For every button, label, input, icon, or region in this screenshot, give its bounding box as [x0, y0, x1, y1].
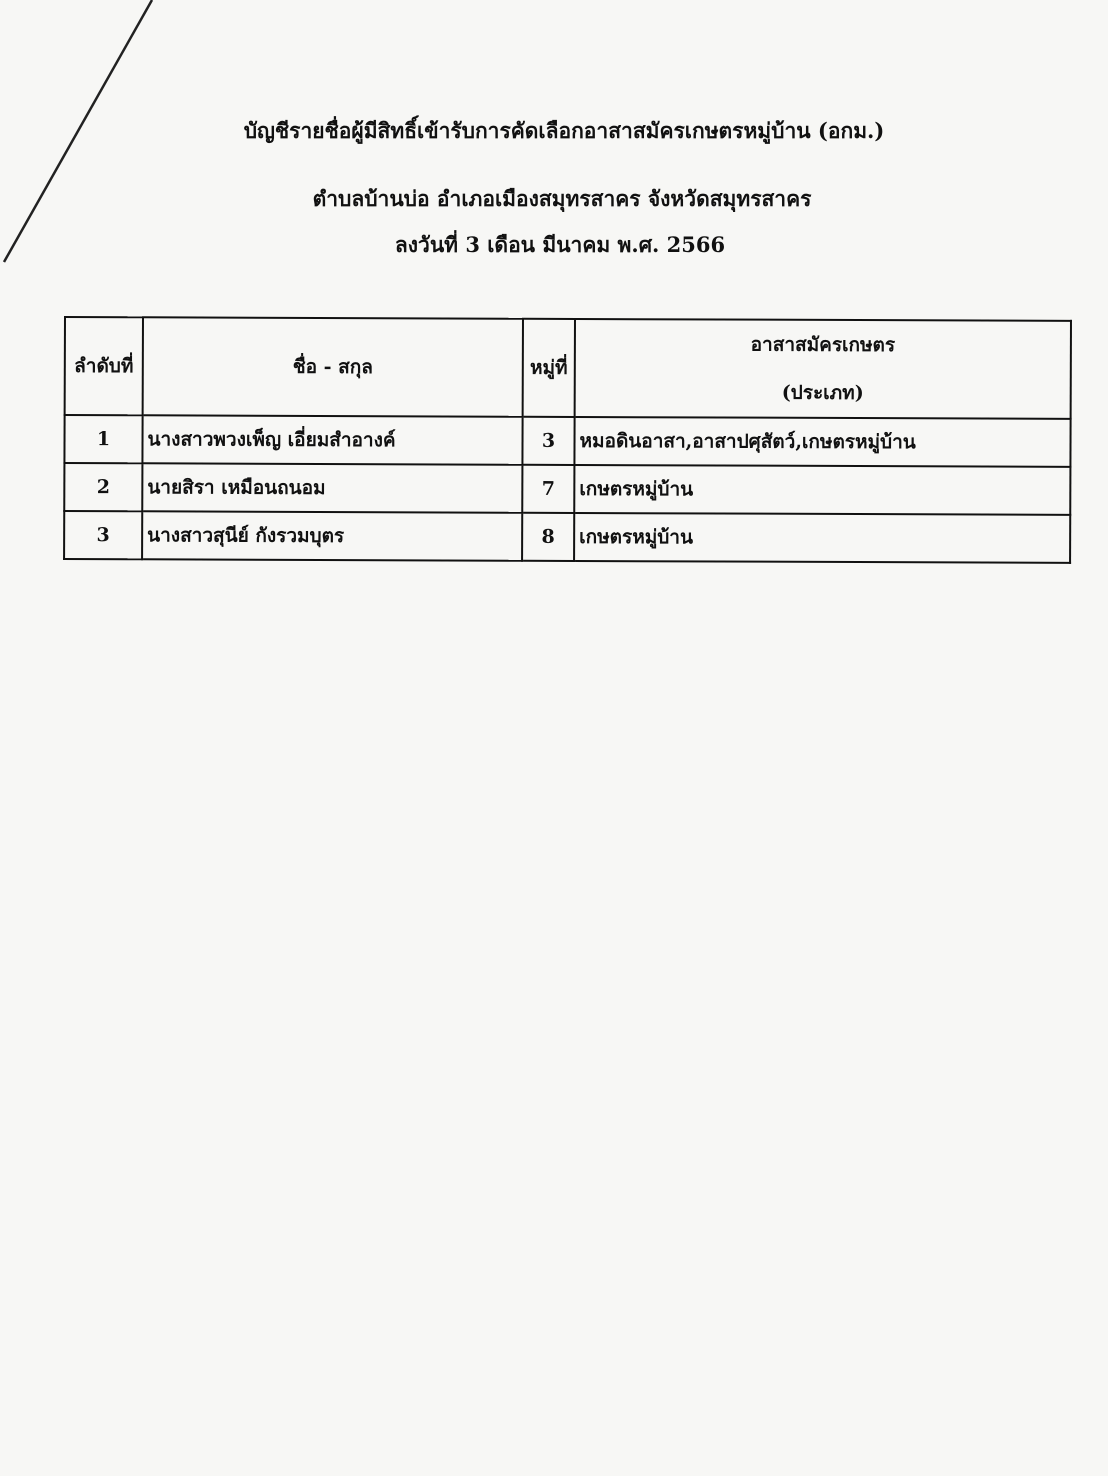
cell-village: 8: [522, 513, 574, 561]
table-row: [64, 511, 1070, 563]
cell-type: เกษตรหมู่บ้าน: [574, 465, 1070, 515]
cell-village: 7: [522, 465, 574, 513]
cell-order: 2: [64, 463, 142, 511]
document-date: ลงวันที่ 3 เดือน มีนาคม พ.ศ. 2566: [394, 232, 726, 257]
cell-name: นางสาวพวงเพ็ญ เอี่ยมสำอางค์: [142, 415, 522, 464]
document-title: บัญชีรายชื่อผู้มีสิทธิ์เข้ารับการคัดเลือกอาสาสมัครเกษตรหมู่บ้าน (อกม.): [243, 118, 885, 143]
table-row: [64, 463, 1070, 515]
cell-village: 3: [522, 417, 574, 465]
header-type-label: อาสาสมัครเกษตร: [750, 333, 896, 357]
cell-name: นางสาวสุนีย์ กังรวมบุตร: [142, 511, 522, 560]
header-village: หมู่ที่: [523, 319, 575, 417]
header-type-sublabel: (ประเภท): [781, 381, 864, 405]
cell-name: นายสิรา เหมือนถนอม: [142, 463, 522, 512]
cell-type: เกษตรหมู่บ้าน: [574, 513, 1070, 563]
header-type: [575, 319, 1071, 419]
header-name: ชื่อ - สกุล: [143, 317, 523, 416]
document-location: ตำบลบ้านบ่อ อำเภอเมืองสมุทรสาคร จังหวัดสมุทรสาคร: [312, 186, 812, 211]
cell-order: 3: [64, 511, 142, 559]
cell-order: 1: [64, 415, 142, 463]
cell-type: หมอดินอาสา,อาสาปศุสัตว์,เกษตรหมู่บ้าน: [574, 417, 1070, 467]
records-table: [63, 316, 1072, 564]
header-order: ลำดับที่: [65, 317, 143, 415]
table-header-row: [65, 317, 1071, 419]
table-row: [64, 415, 1070, 467]
